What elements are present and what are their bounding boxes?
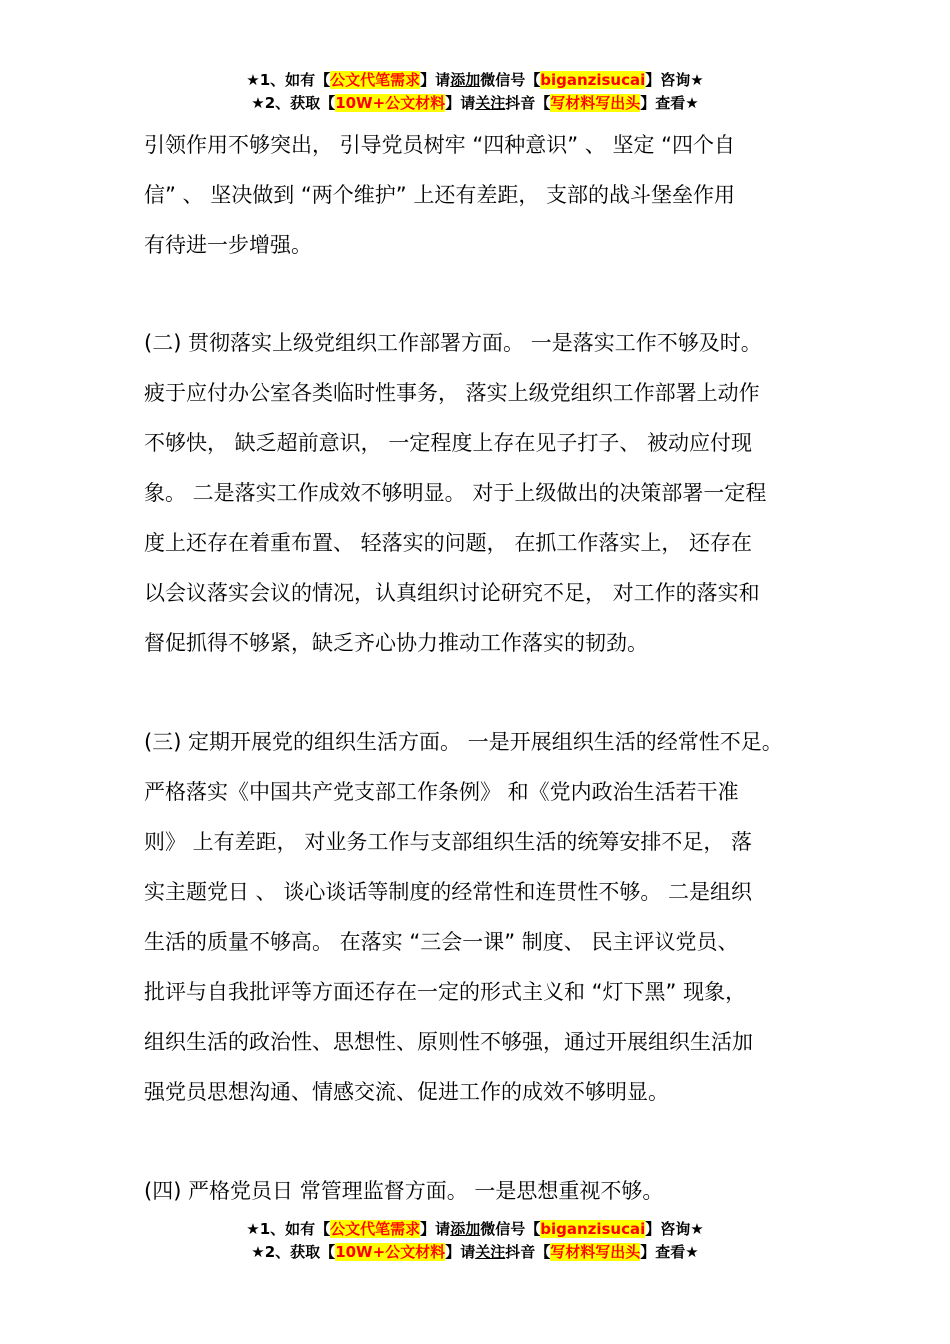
banner-text: ★2、获取【: [251, 94, 336, 112]
banner-underline: 添加: [450, 1220, 481, 1238]
paragraph-1: [144, 120, 824, 270]
section-heading-line: (四) 严格党员日 常管理监督方面。 一是思想重视不够。: [144, 1179, 664, 1203]
banner-underline: 添加: [450, 71, 481, 89]
text-line: 生活的质量不够高。 在落实 “三会一课” 制度、 民主评议党员、: [144, 930, 739, 954]
banner-text: ★1、如有【: [246, 71, 331, 89]
banner-highlight: biganzisucai: [540, 1220, 646, 1238]
banner-text: ★2、获取【: [251, 1243, 336, 1261]
text-line: 有待进一步增强。: [144, 233, 312, 257]
text-line: 象。 二是落实工作成效不够明显。 对于上级做出的决策部署一定程: [144, 481, 767, 505]
banner-highlight: 10W+公文材料: [335, 94, 446, 112]
text-line: 疲于应付办公室各类临时性事务， 落实上级党组织工作部署上动作: [144, 381, 760, 405]
banner-text: 】查看★: [640, 1243, 699, 1261]
banner-highlight: 公文代笔需求: [330, 71, 421, 89]
banner-text: 微信号【: [480, 1220, 541, 1238]
banner-highlight: 写材料写出头: [550, 94, 641, 112]
text-line: 则》 上有差距， 对业务工作与支部组织生活的统筹安排不足， 落: [144, 830, 753, 854]
section-heading-line: (二) 贯彻落实上级党组织工作部署方面。 一是落实工作不够及时。: [144, 331, 762, 355]
paragraph-3: [144, 717, 824, 1117]
banner-line-2: [0, 1241, 950, 1264]
text-line: 组织生活的政治性、思想性、原则性不够强，通过开展组织生活加: [144, 1030, 753, 1054]
banner-text: 】请: [420, 71, 451, 89]
banner-text: 抖音【: [505, 1243, 551, 1261]
banner-line-1: [0, 1218, 950, 1241]
banner-text: 】请: [420, 1220, 451, 1238]
banner-text: 】咨询★: [645, 71, 704, 89]
banner-line-1: [0, 69, 950, 92]
text-line: 督促抓得不够紧，缺乏齐心协力推动工作落实的韧劲。: [144, 631, 648, 655]
section-heading-line: (三) 定期开展党的组织生活方面。 一是开展组织生活的经常性不足。: [144, 730, 783, 754]
paragraph-4: [144, 1166, 824, 1216]
banner-highlight: 公文代笔需求: [330, 1220, 421, 1238]
text-line: 实主题党日 、 谈心谈话等制度的经常性和连贯性不够。 二是组织: [144, 880, 753, 904]
text-line: 度上还存在着重布置、 轻落实的问题， 在抓工作落实上， 还存在: [144, 531, 753, 555]
banner-highlight: 10W+公文材料: [335, 1243, 446, 1261]
banner-underline: 关注: [475, 1243, 506, 1261]
banner-text: 】查看★: [640, 94, 699, 112]
text-line: 信” 、 坚决做到 “两个维护” 上还有差距， 支部的战斗堡垒作用: [144, 183, 736, 207]
text-line: 不够快， 缺乏超前意识， 一定程度上存在见子打子、 被动应付现: [144, 431, 753, 455]
banner-underline: 关注: [475, 94, 506, 112]
banner-text: 】请: [445, 94, 476, 112]
banner-line-2: [0, 92, 950, 115]
banner-text: 】请: [445, 1243, 476, 1261]
text-line: 以会议落实会议的情况，认真组织讨论研究不足， 对工作的落实和: [144, 581, 760, 605]
text-line: 严格落实《中国共产党支部工作条例》 和《党内政治生活若干准: [144, 780, 739, 804]
banner-highlight: 写材料写出头: [550, 1243, 641, 1261]
header-banner: [0, 69, 950, 115]
banner-highlight: biganzisucai: [540, 71, 646, 89]
text-line: 批评与自我批评等方面还存在一定的形式主义和 “灯下黑” 现象，: [144, 980, 747, 1004]
text-line: 引领作用不够突出， 引导党员树牢 “四种意识” 、 坚定 “四个自: [144, 133, 736, 157]
text-line: 强党员思想沟通、情感交流、促进工作的成效不够明显。: [144, 1080, 669, 1104]
footer-banner: [0, 1218, 950, 1264]
banner-text: 抖音【: [505, 94, 551, 112]
paragraph-2: [144, 318, 824, 668]
banner-text: 微信号【: [480, 71, 541, 89]
banner-text: 】咨询★: [645, 1220, 704, 1238]
banner-text: ★1、如有【: [246, 1220, 331, 1238]
